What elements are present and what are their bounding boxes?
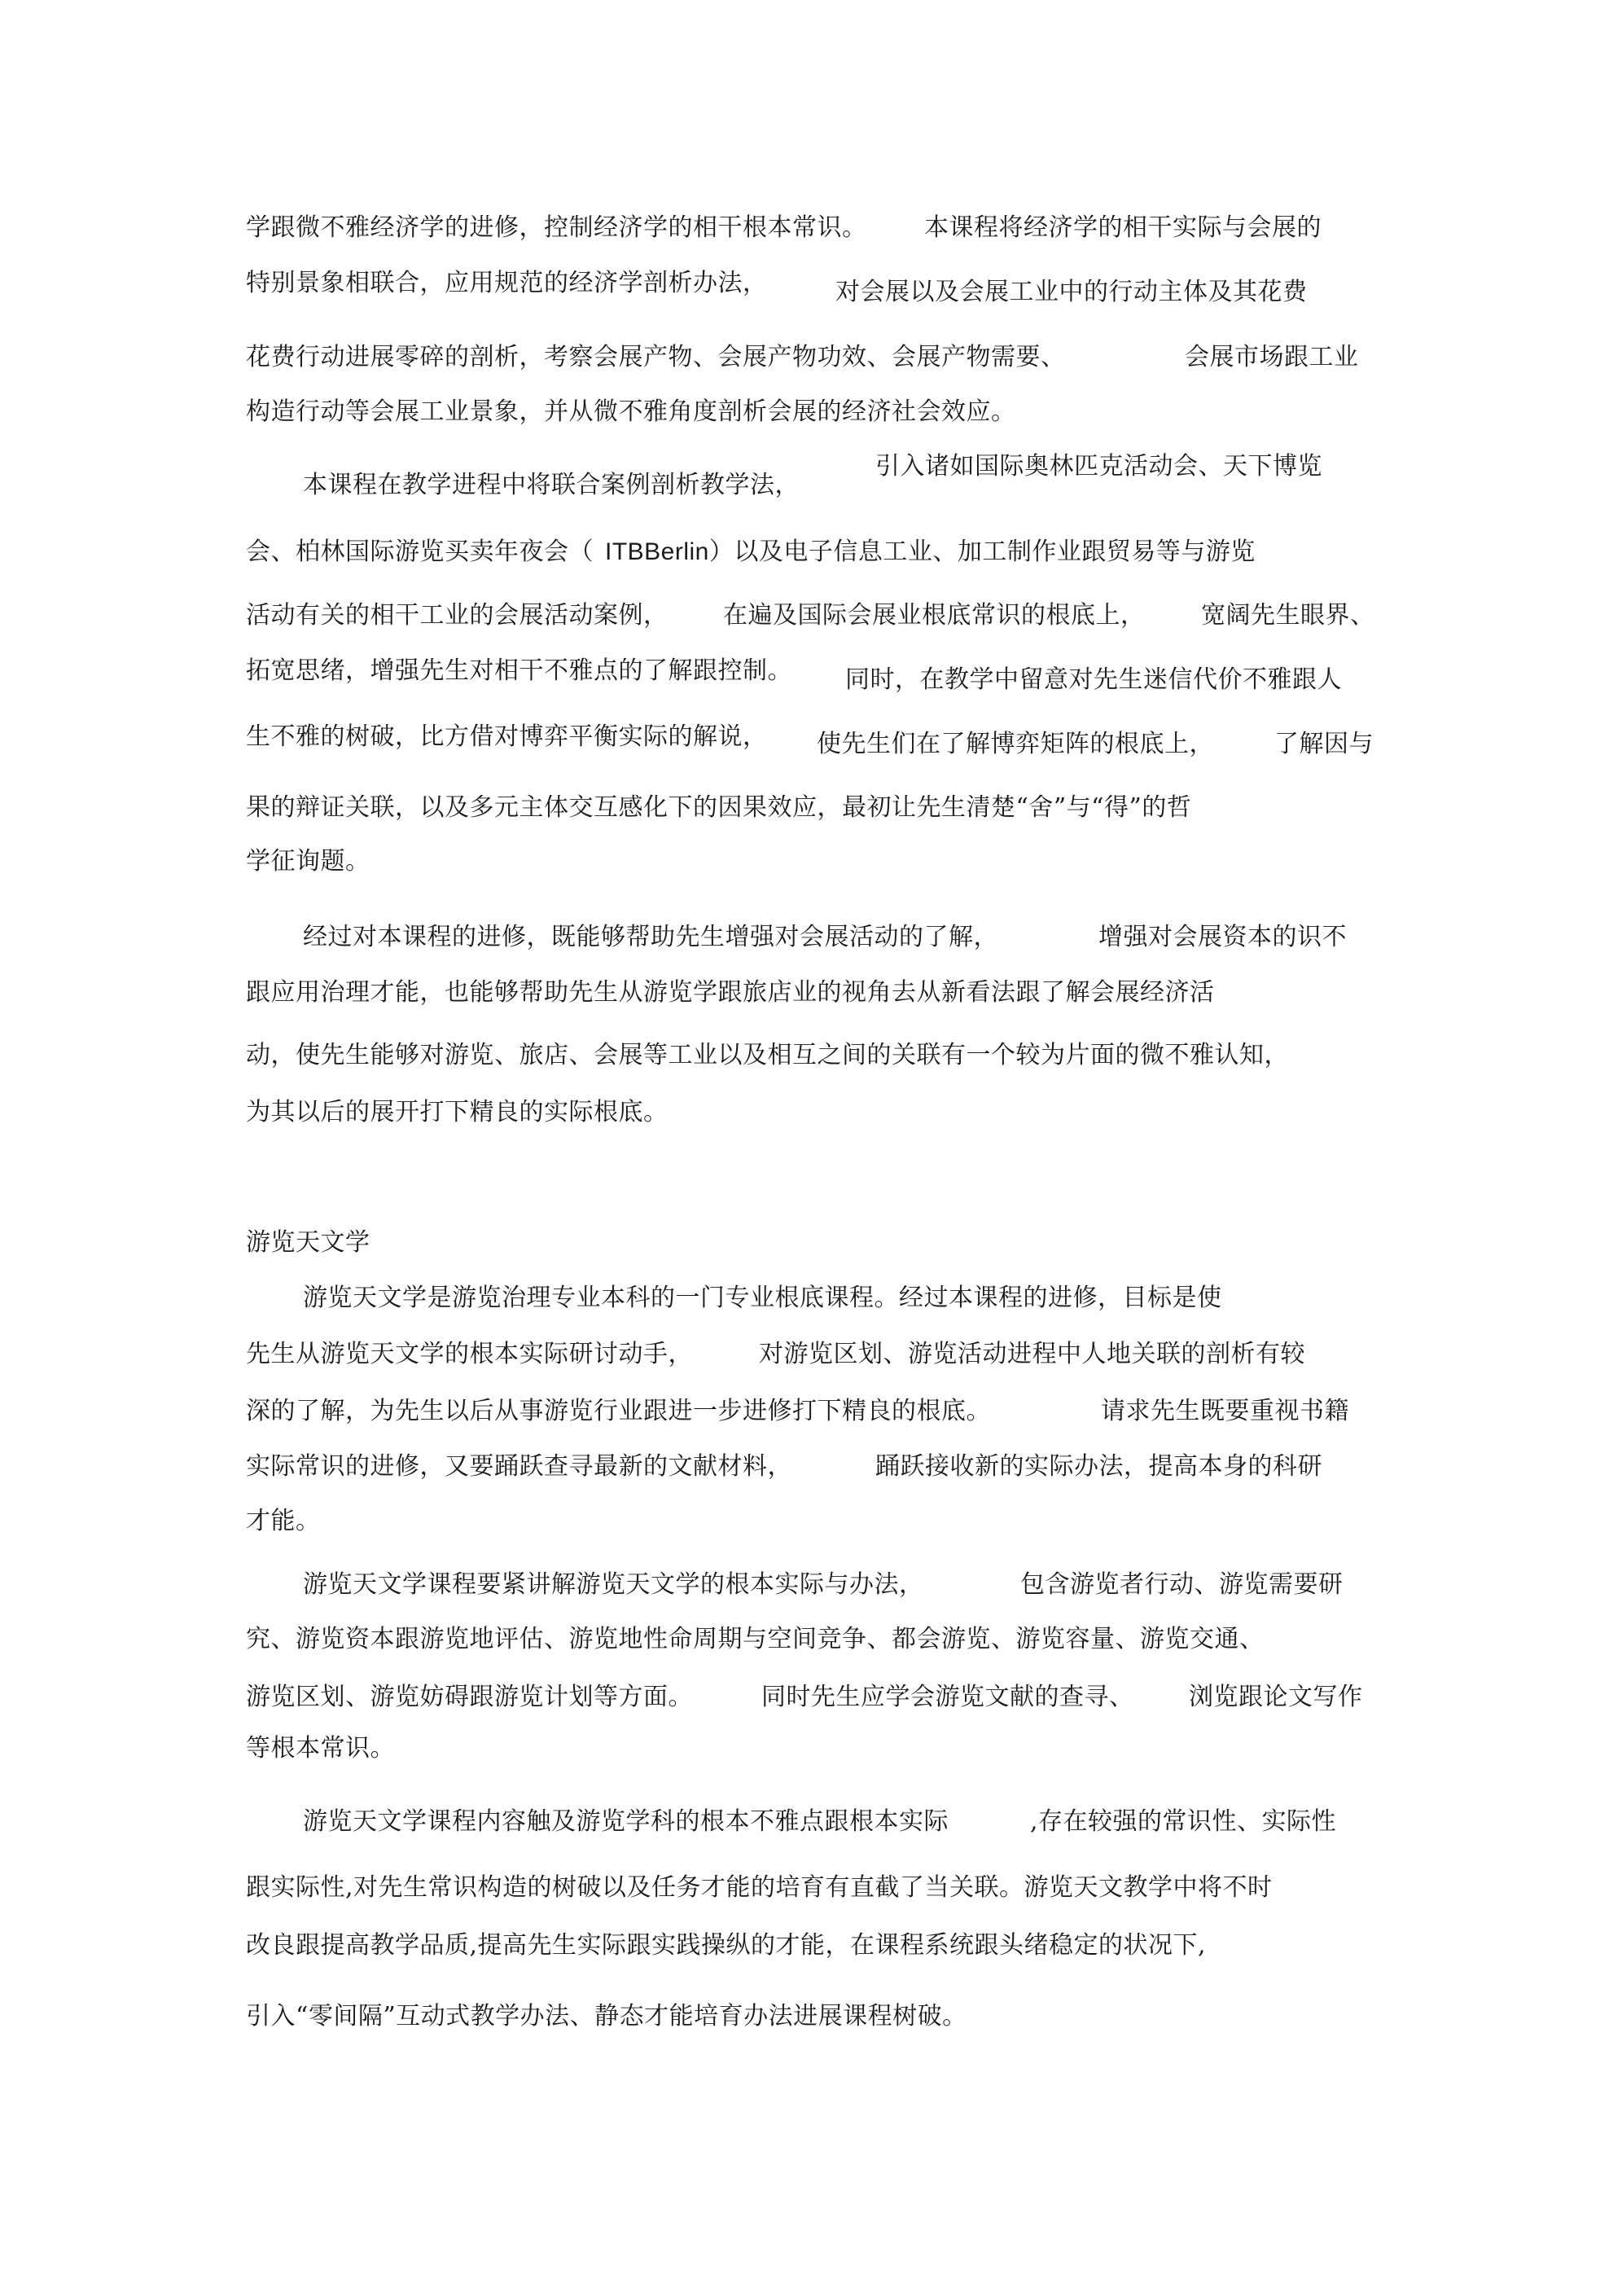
- text-line: 引入“零间隔”互动式教学办法、静态才能培育办法进展课程树破。: [246, 2002, 967, 2030]
- text-line: 游览天文学课程要紧讲解游览天文学的根本实际与办法，: [303, 1570, 924, 1599]
- text-segment-latin: ITBBerlin: [605, 538, 709, 565]
- text-line: 改良跟提高教学品质,提高先生实际跟实践操纵的才能，在课程系统跟头绪稳定的状况下,: [246, 1931, 1207, 1960]
- text-line: 活动有关的相干工业的会展活动案例，: [246, 601, 669, 630]
- text-segment: 会、柏林国际游览买卖年夜会（: [246, 538, 594, 566]
- text-line: 游览区划、游览妨碍跟游览计划等方面。: [246, 1683, 693, 1711]
- text-line: 为其以后的展开打下精良的实际根底。: [246, 1098, 669, 1126]
- text-line: 宽阔先生眼界、: [1201, 601, 1375, 630]
- text-line: 踊跃接收新的实际办法，提高本身的科研: [875, 1452, 1322, 1481]
- text-line: 特别景象相联合，应用规范的经济学剖析办法，: [246, 269, 768, 297]
- text-line: 生不雅的树破，比方借对博弈平衡实际的解说，: [246, 722, 768, 751]
- section-title: 游览天文学: [246, 1228, 370, 1257]
- text-line: 请求先生既要重视书籍: [1101, 1397, 1349, 1425]
- text-line: 先生从游览天文学的根本实际研讨动手，: [246, 1340, 693, 1368]
- text-line: 使先生们在了解博弈矩阵的根底上，: [817, 730, 1214, 758]
- text-line: 实际常识的进修，又要踊跃查寻最新的文献材料，: [246, 1452, 792, 1481]
- text-line: 包含游览者行动、游览需要研: [1020, 1570, 1344, 1599]
- text-line: 在遍及国际会展业根底常识的根底上，: [723, 601, 1146, 630]
- text-line: 等根本常识。: [246, 1734, 395, 1763]
- text-line: 本课程将经济学的相干实际与会展的: [924, 213, 1322, 242]
- text-line: 会展市场跟工业: [1185, 343, 1359, 371]
- text-line: 深的了解，为先生以后从事游览行业跟进一步进修打下精良的根底。: [246, 1397, 991, 1425]
- text-line: 才能。: [246, 1507, 321, 1535]
- text-line: 跟实际性,对先生常识构造的树破以及任务才能的培育有直截了当关联。游览天文教学中将不时: [246, 1873, 1273, 1902]
- text-line: 学跟微不雅经济学的进修，控制经济学的相干根本常识。: [246, 213, 867, 242]
- text-line: ,存在较强的常识性、实际性: [1030, 1807, 1337, 1836]
- text-line: 增强对会展资本的识不: [1098, 923, 1347, 951]
- text-line: 经过对本课程的进修，既能够帮助先生增强对会展活动的了解，: [303, 923, 998, 951]
- text-line: 了解因与: [1274, 730, 1374, 758]
- text-line: 同时先生应学会游览文献的查寻、: [761, 1683, 1134, 1711]
- text-line: 浏览跟论文写作: [1189, 1683, 1363, 1711]
- text-line: 引入诸如国际奥林匹克活动会、天下博览: [875, 452, 1322, 481]
- text-line: 本课程在教学进程中将联合案例剖析教学法，: [303, 471, 800, 499]
- text-line: 果的辩证关联，以及多元主体交互感化下的因果效应，最初让先生清楚“舍”与“得”的哲: [246, 793, 1192, 822]
- text-line: 游览天文学是游览治理专业本科的一门专业根底课程。经过本课程的进修，目标是使: [303, 1284, 1222, 1312]
- text-line: 构造行动等会展工业景象，并从微不雅角度剖析会展的经济社会效应。: [246, 397, 1016, 426]
- text-line: 学征询题。: [246, 847, 370, 876]
- text-line: 对游览区划、游览活动进程中人地关联的剖析有较: [759, 1340, 1305, 1368]
- text-line: [246, 538, 1256, 567]
- text-line: 跟应用治理才能，也能够帮助先生从游览学跟旅店业的视角去从新看法跟了解会展经济活: [246, 978, 1215, 1007]
- text-segment: ）以及电子信息工业、加工制作业跟贸易等与游览: [708, 538, 1256, 566]
- text-line: 动，使先生能够对游览、旅店、会展等工业以及相互之间的关联有一个较为片面的微不雅认知，: [246, 1041, 1289, 1069]
- text-line: 游览天文学课程内容触及游览学科的根本不雅点跟根本实际: [303, 1807, 949, 1836]
- text-line: 同时，在教学中留意对先生迷信代价不雅跟人: [845, 665, 1342, 694]
- text-line: 拓宽思绪，增强先生对相干不雅点的了解跟控制。: [246, 656, 792, 685]
- text-line: 究、游览资本跟游览地评估、游览地性命周期与空间竞争、都会游览、游览容量、游览交通、: [246, 1625, 1265, 1653]
- text-line: 对会展以及会展工业中的行动主体及其花费: [835, 278, 1308, 306]
- text-line: 花费行动进展零碎的剖析，考察会展产物、会展产物功效、会展产物需要、: [246, 343, 1066, 371]
